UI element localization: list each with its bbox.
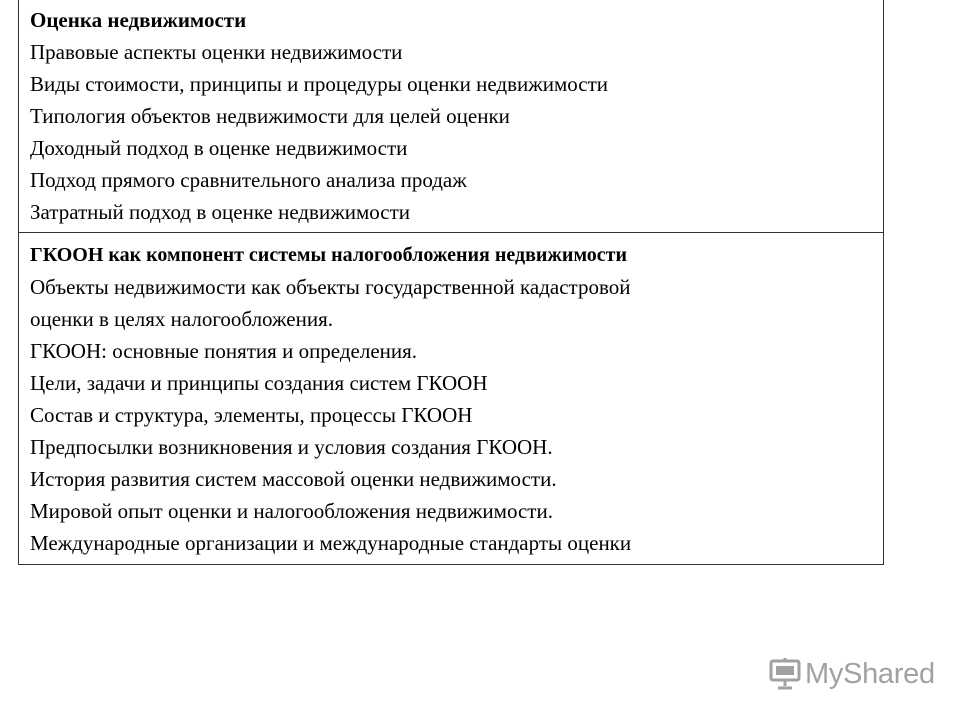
list-item: Доходный подход в оценке недвижимости [30, 136, 408, 160]
list-item: Состав и структура, элементы, процессы ГКООН [30, 403, 473, 427]
list-item: Затратный подход в оценке недвижимости [30, 200, 410, 224]
myshared-logo [768, 656, 935, 692]
list-item: Мировой опыт оценки и налогообложения недвижимости. [30, 499, 553, 523]
list-item: Подход прямого сравнительного анализа продаж [30, 168, 467, 192]
section-title: ГКООН как компонент системы налогообложения недвижимости [30, 244, 628, 266]
list-item: Предпосылки возникновения и условия создания ГКООН. [30, 435, 553, 459]
logo-text: MyShared [805, 657, 935, 690]
content-table [18, 0, 884, 565]
list-item: Типология объектов недвижимости для целей оценки [30, 104, 510, 128]
presentation-board-icon [768, 657, 802, 691]
section-real-estate-valuation [19, 0, 883, 233]
section-title: Оценка недвижимости [30, 8, 247, 32]
list-item: оценки в целях налогообложения. [30, 307, 333, 331]
list-item: История развития систем массовой оценки недвижимости. [30, 467, 557, 491]
section-gkoon [19, 233, 883, 564]
list-item: Правовые аспекты оценки недвижимости [30, 40, 403, 64]
list-item: Цели, задачи и принципы создания систем ГКООН [30, 371, 488, 395]
list-item: Объекты недвижимости как объекты государственной кадастровой [30, 275, 631, 299]
list-item: Международные организации и международные стандарты оценки [30, 531, 632, 555]
list-item: ГКООН: основные понятия и определения. [30, 339, 418, 363]
list-item: Виды стоимости, принципы и процедуры оценки недвижимости [30, 72, 609, 96]
